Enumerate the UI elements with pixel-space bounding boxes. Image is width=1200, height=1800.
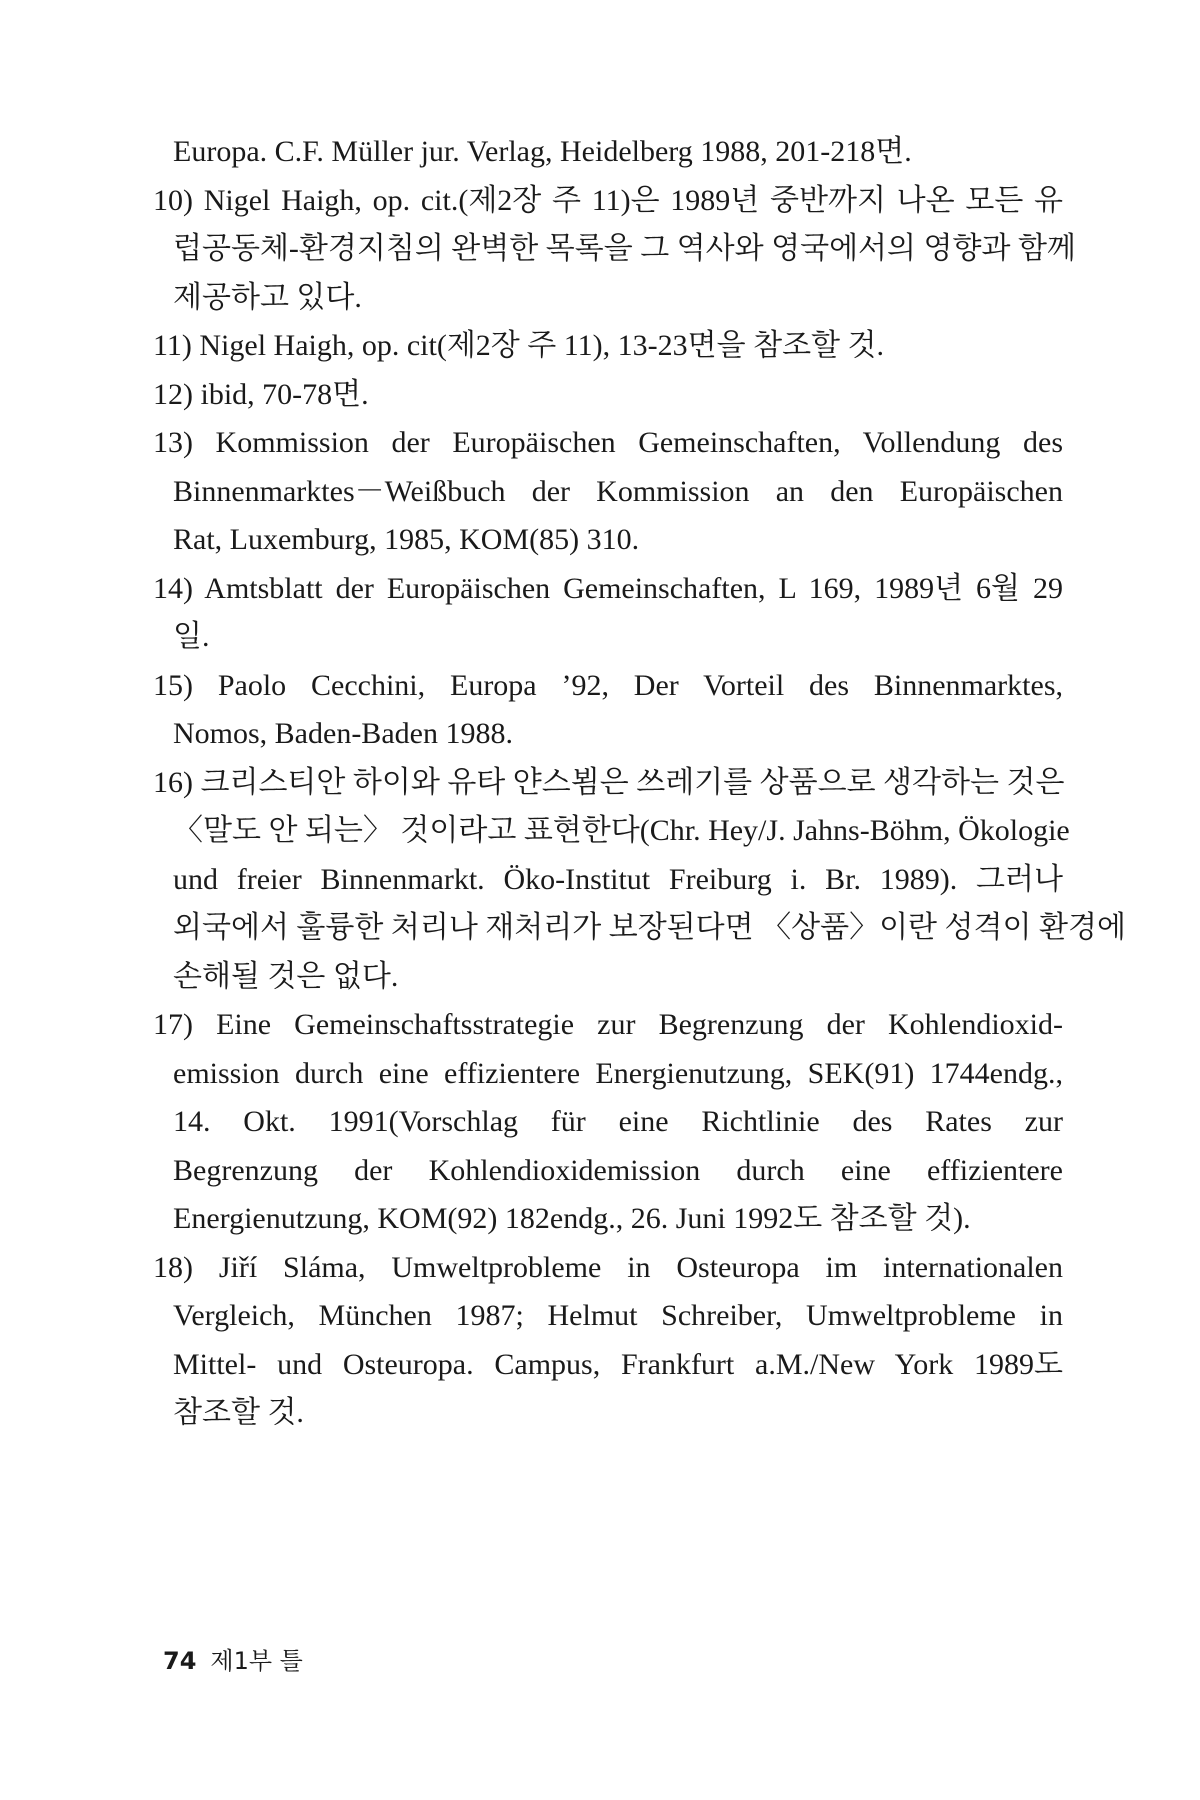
endnote-line: emission durch eine effizientere Energienutzung, SEK(91) 1744endg., (173, 1056, 1063, 1090)
endnote-line: und freier Binnenmarkt. Öko-Institut Freiburg i. Br. 1989). 그러나 (173, 862, 1063, 896)
endnote-12 (153, 371, 1063, 420)
endnote-line: 16) 크리스티안 하이와 유타 얀스뵘은 쓰레기를 상품으로 생각하는 것은 (153, 765, 1065, 799)
endnote-line: 손해될 것은 없다. (173, 959, 399, 993)
endnote-line: 17) Eine Gemeinschaftsstrategie zur Begrenzung der Kohlendioxid- (153, 1008, 1063, 1041)
endnote-line: 14. Okt. 1991(Vorschlag für eine Richtlinie des Rates zur (173, 1105, 1063, 1138)
endnote-16 (153, 759, 1126, 1002)
endnote-10 (153, 177, 1076, 323)
endnote-line: Begrenzung der Kohlendioxidemission durch eine effizientere (173, 1153, 1063, 1187)
endnote-line: Mittel- und Osteuropa. Campus, Frankfurt a.M./New York 1989도 (173, 1347, 1063, 1381)
endnote-line: 18) Jiří Sláma, Umweltprobleme in Osteuropa im internationalen (153, 1250, 1063, 1284)
endnote-15 (153, 662, 1063, 759)
endnote-line: Vergleich, München 1987; Helmut Schreiber, Umweltprobleme in (173, 1299, 1063, 1332)
endnote-line: 13) Kommission der Europäischen Gemeinschaften, Vollendung des (153, 426, 1063, 459)
endnote-line: 제공하고 있다. (173, 280, 362, 314)
running-section-title: 제1부 틀 (210, 1647, 303, 1675)
endnote-11 (153, 322, 1063, 371)
endnote-14 (153, 565, 1063, 662)
endnote-line: Binnenmarktes－Weißbuch der Kommission an den Europäischen (173, 474, 1063, 508)
endnote-line: Europa. C.F. Müller jur. Verlag, Heidelberg 1988, 201-218면. (173, 135, 912, 168)
endnote-line: 14) Amtsblatt der Europäischen Gemeinschaften, L 169, 1989년 6월 29 (153, 571, 1063, 605)
page-number: 74 (163, 1647, 197, 1675)
endnote-9-cont (153, 128, 1063, 177)
endnote-13 (153, 419, 1063, 565)
endnote-line: Rat, Luxemburg, 1985, KOM(85) 310. (173, 523, 640, 556)
endnotes-list (153, 128, 1126, 1438)
endnote-line: Energienutzung, KOM(92) 182endg., 26. Juni 1992도 참조할 것). (173, 1202, 971, 1235)
page-footer (163, 1641, 303, 1676)
endnote-line: 일. (173, 620, 210, 653)
endnote-line: 〈말도 안 되는〉 것이라고 표현한다(Chr. Hey/J. Jahns-Böhm, Ökologie (173, 814, 1070, 847)
endnote-line: 10) Nigel Haigh, op. cit.(제2장 주 11)은 1989년 중반까지 나온 모든 유 (153, 183, 1063, 217)
endnote-line: 럽공동체-환경지침의 완벽한 목록을 그 역사와 영국에서의 영향과 함께 (173, 232, 1076, 265)
endnote-line: 11) Nigel Haigh, op. cit(제2장 주 11), 13-23면을 참조할 것. (153, 329, 885, 362)
endnote-line: 12) ibid, 70-78면. (153, 377, 369, 411)
endnote-line: Nomos, Baden-Baden 1988. (173, 717, 513, 750)
endnote-17 (153, 1001, 1063, 1244)
endnote-line: 외국에서 훌륭한 처리나 재처리가 보장된다면 〈상품〉이란 성격이 환경에 (173, 911, 1126, 944)
endnote-18 (153, 1244, 1063, 1438)
endnote-line: 참조할 것. (173, 1396, 304, 1429)
endnote-line: 15) Paolo Cecchini, Europa ’92, Der Vorteil des Binnenmarktes, (153, 668, 1063, 702)
